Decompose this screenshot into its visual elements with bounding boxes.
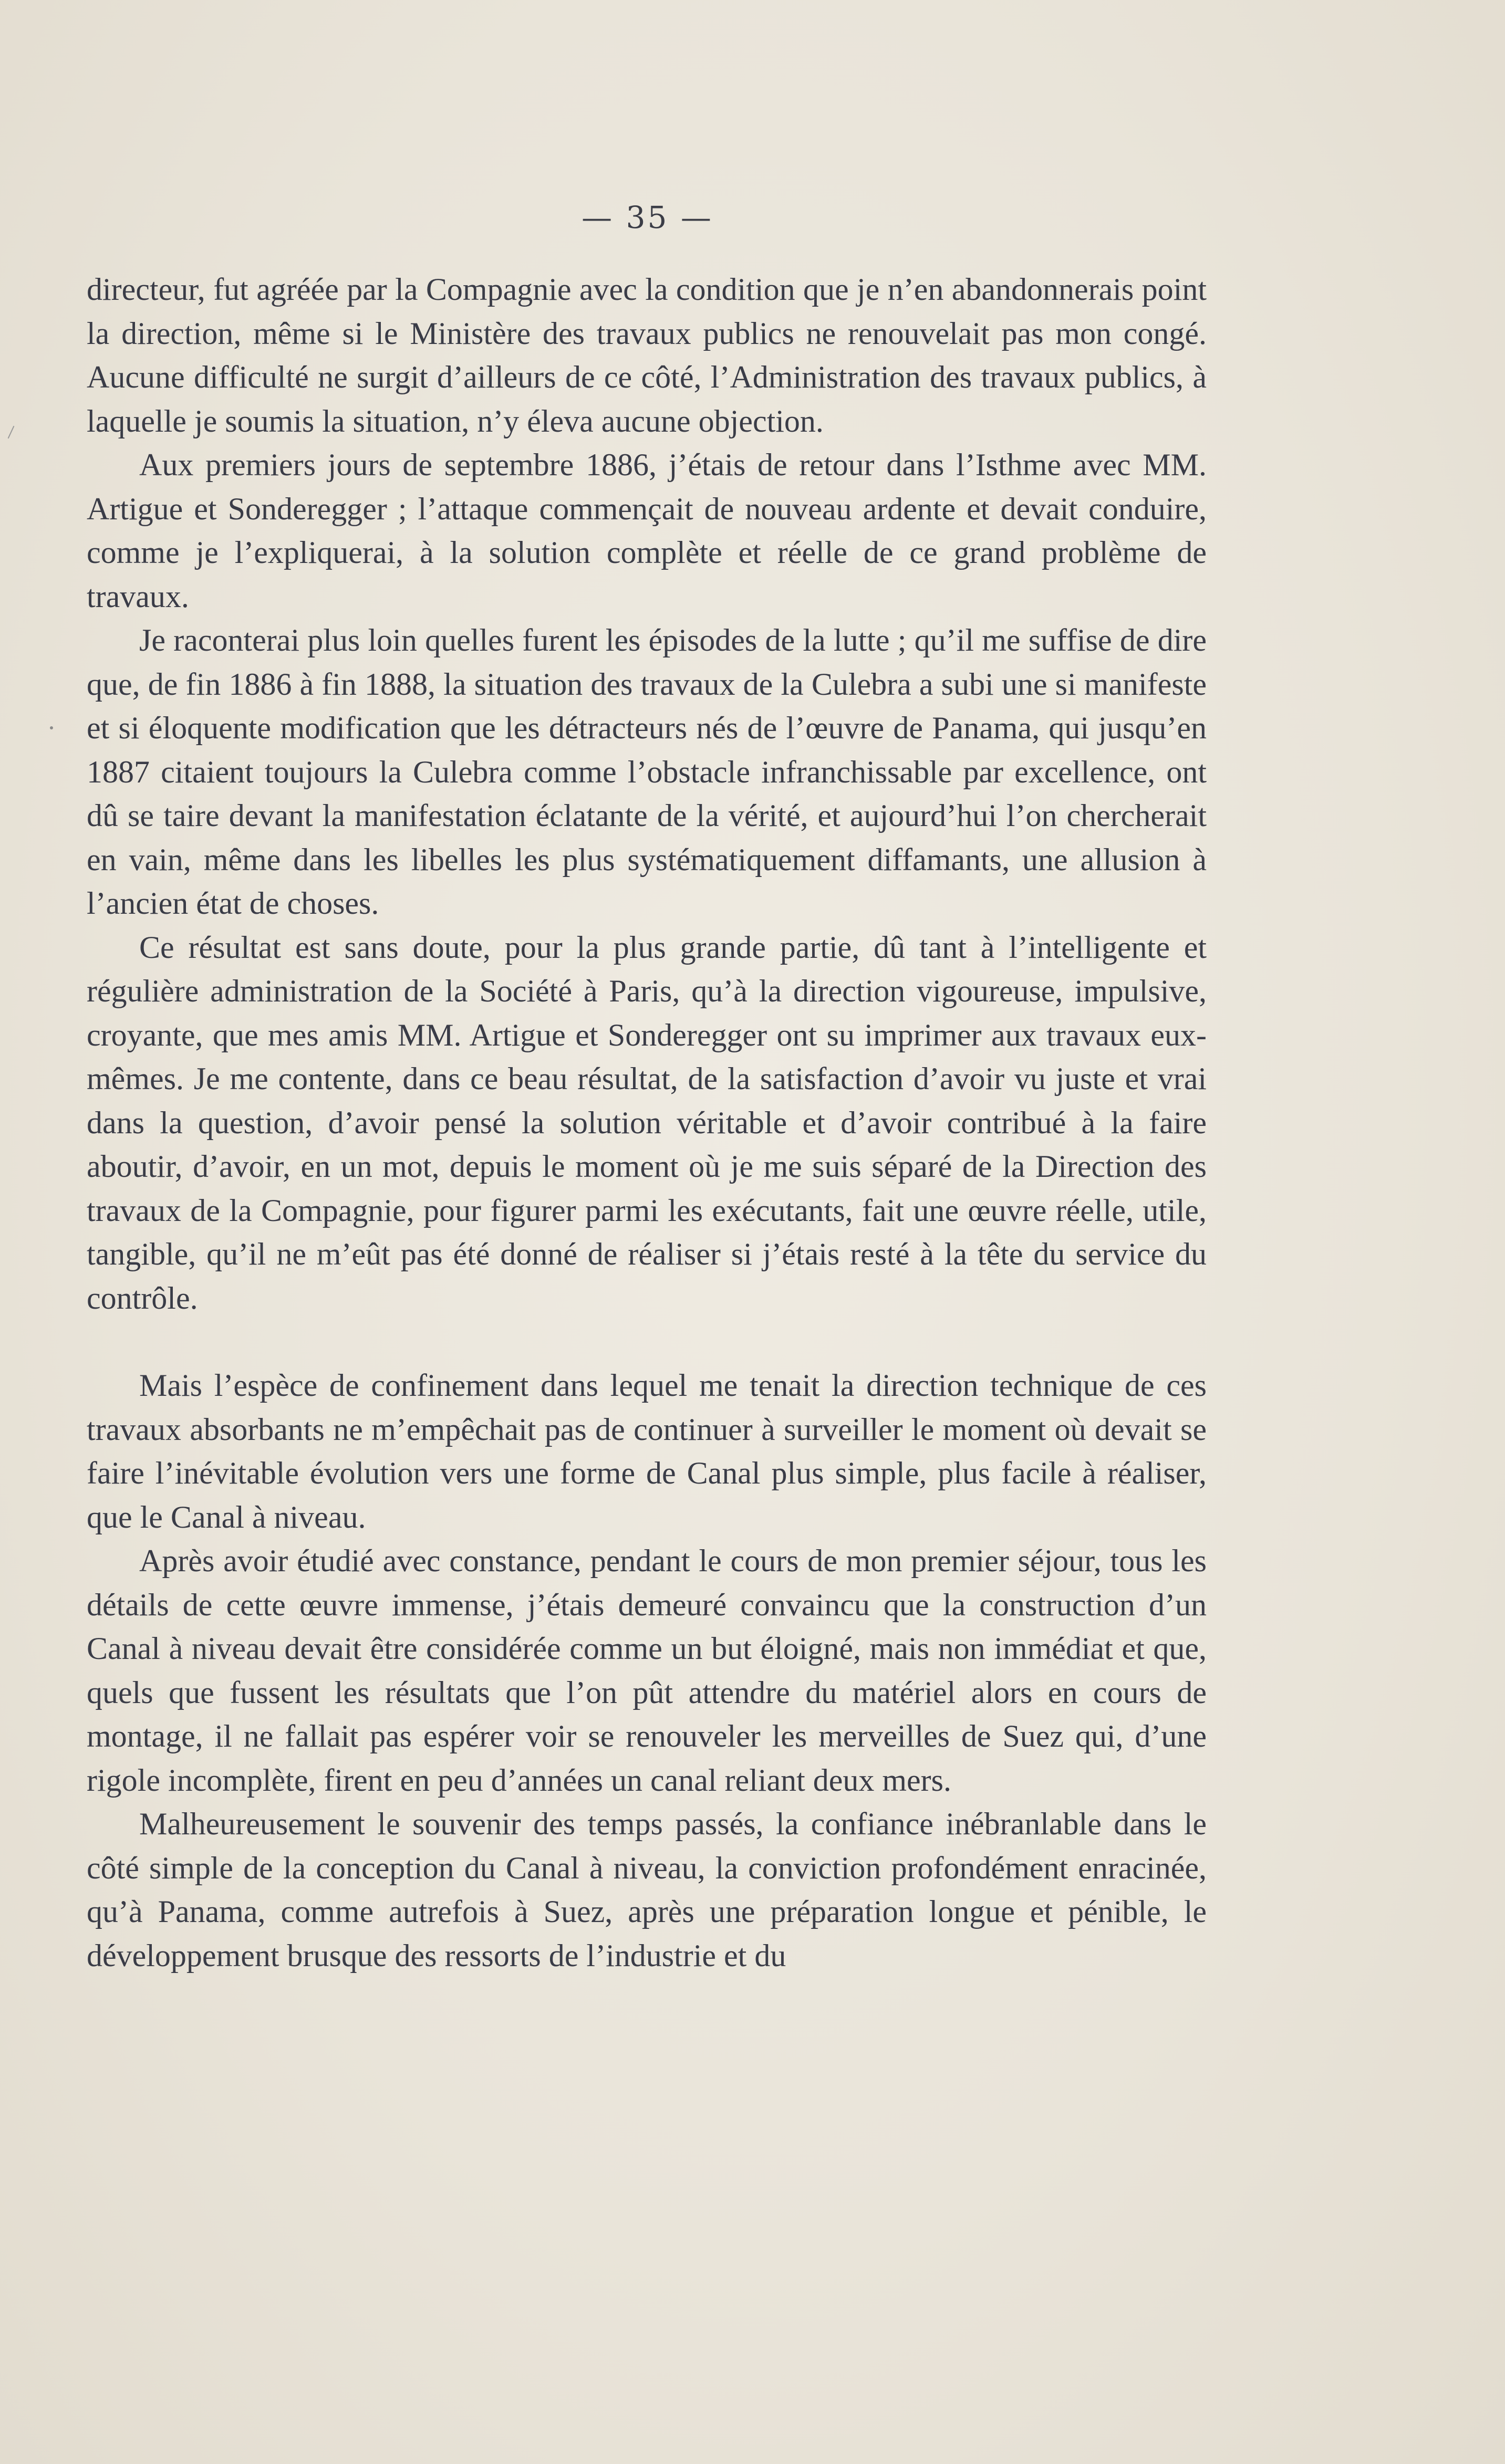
margin-mark — [8, 426, 15, 438]
body-text — [87, 268, 1207, 1978]
paragraph-1: directeur, fut agréée par la Compagnie avec la condition que je n’en abandonnerais point la direction, même si le Ministère des travaux publics ne renouvelait pas mon congé. Aucune difficulté ne surgit d’ailleurs de ce côté, l’Administration des travaux publics, à laquelle je soumis la situation, n’y éleva aucune objection. — [87, 272, 1207, 438]
paragraph-3: Je raconterai plus loin quelles furent les épisodes de la lutte ; qu’il me suffise de dire que, de fin 1886 à fin 1888, la situation des travaux de la Culebra a subi une si manifeste et si éloquente modification que les détracteurs nés de l’œuvre de Panama, qui jusqu’en 1887 citaient toujours la Culebra comme l’obstacle infranchissable par excellence, ont dû se taire devant la manifestation éclatante de la vérité, et aujourd’hui l’on chercherait en vain, même dans les libelles les plus systématiquement diffamants, une allusion à l’ancien état de choses. — [87, 623, 1207, 921]
paragraph-2: Aux premiers jours de septembre 1886, j’étais de retour dans l’Isthme avec MM. Artigue et Sonderegger ; l’attaque commençait de nouveau ardente et devait conduire, comme je l’expliquerai, à la solution complète et réelle de ce grand problème de travaux. — [87, 447, 1207, 614]
paragraph-7: Malheureusement le souvenir des temps passés, la confiance inébranlable dans le côté simple de la conception du Canal à niveau, la conviction profondément enracinée, qu’à Panama, comme autrefois à Suez, après une préparation longue et pénible, le développement brusque des ressorts de l’industrie et du — [87, 1807, 1207, 1973]
paragraph-4: Ce résultat est sans doute, pour la plus grande partie, dû tant à l’intelligente et régulière administration de la Société à Paris, qu’à la direction vigoureuse, impulsive, croyante, que mes amis MM. Artigue et Sonderegger ont su imprimer aux travaux eux-mêmes. Je me contente, dans ce beau résultat, de la satisfaction d’avoir vu juste et vrai dans la question, d’avoir pensé la solution véritable et d’avoir contribué à la faire aboutir, d’avoir, en un mot, depuis le moment où je me suis séparé de la Direction des travaux de la Compagnie, pour figurer parmi les exécutants, fait une œuvre réelle, utile, tangible, qu’il ne m’eût pas été donné de réaliser si j’étais resté à la tête du service du contrôle. — [87, 930, 1207, 1315]
paragraph-5: Mais l’espèce de confinement dans lequel me tenait la direction technique de ces travaux absorbants ne m’empêchait pas de continuer à surveiller le moment où devait se faire l’inévitable évolution vers une forme de Canal plus simple, plus facile à réaliser, que le Canal à niveau. — [87, 1368, 1207, 1534]
paragraph-6: Après avoir étudié avec constance, pendant le cours de mon premier séjour, tous les détails de cette œuvre immense, j’étais demeuré convaincu que la construction d’un Canal à niveau devait être considérée comme un but éloigné, mais non immédiat et que, quels que fussent les résultats que l’on pût attendre du matériel alors en cours de montage, il ne fallait pas espérer voir se renouveler les merveilles de Suez qui, d’une rigole incomplète, firent en peu d’années un canal reliant deux mers. — [87, 1543, 1207, 1798]
margin-dot — [50, 726, 53, 729]
page-number: — 35 — — [582, 200, 713, 235]
